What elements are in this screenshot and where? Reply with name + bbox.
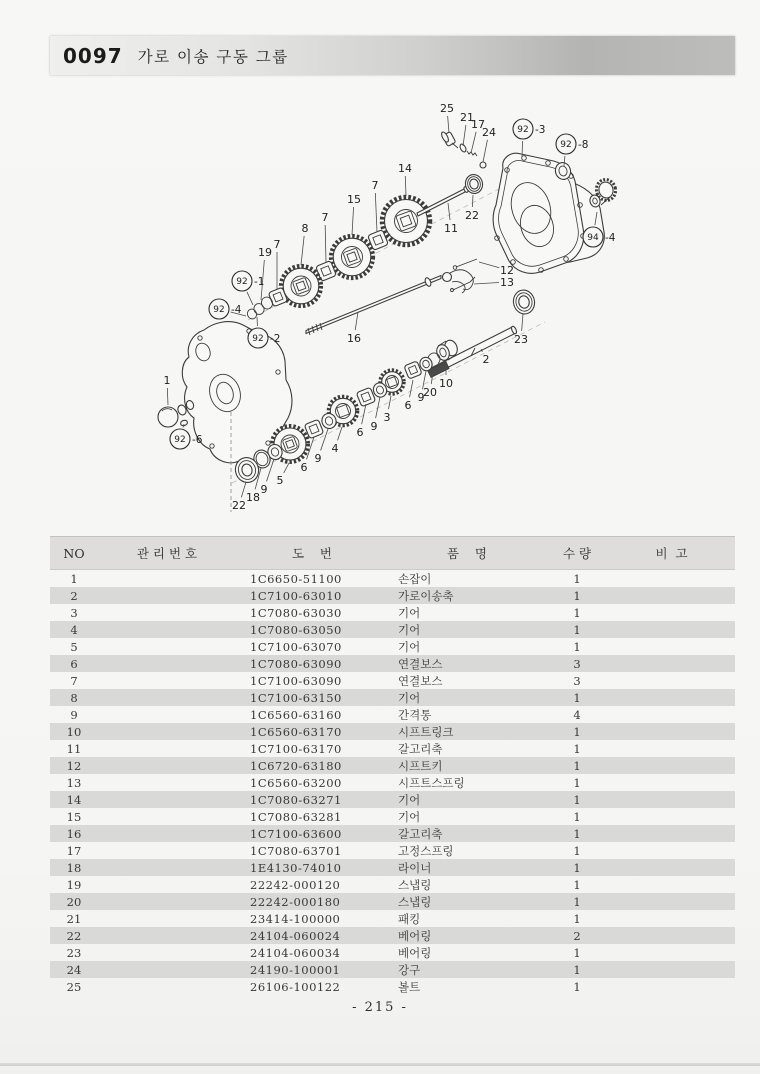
- svg-text:6: 6: [404, 398, 412, 412]
- table-row: 1 1C6650-51100 손잡이 1: [70, 571, 581, 586]
- bolt-25-assembly: [440, 131, 486, 168]
- section-title-bar: [50, 36, 735, 75]
- svg-text:1: 1: [163, 373, 171, 387]
- callout-7: [274, 238, 281, 289]
- col-header-no: NO: [50, 537, 98, 570]
- page-title: 가로 이송 구동 그룹: [137, 47, 289, 66]
- svg-text:-4: -4: [231, 303, 242, 316]
- table-row: 22 24104-060024 베어링 2: [50, 927, 735, 944]
- table-row: 17 1C7080-63701 고정스프링 1: [66, 843, 581, 858]
- left-housing: [182, 322, 292, 512]
- table-row: 25 26106-100122 볼트 1: [66, 979, 581, 994]
- table-row: 11 1C7100-63170 갈고리축 1: [66, 741, 581, 756]
- table-row: 15 1C7080-63281 기어 1: [66, 809, 581, 824]
- svg-text:6: 6: [300, 460, 308, 474]
- svg-text:20: 20: [423, 385, 437, 399]
- table-row: 6 1C7080-63090 연결보스 3: [50, 655, 735, 672]
- svg-text:-6: -6: [192, 433, 203, 446]
- svg-text:9: 9: [314, 451, 322, 465]
- svg-text:3: 3: [383, 410, 391, 424]
- callout-22: [232, 482, 246, 512]
- page-number: - 215 -: [352, 1000, 408, 1015]
- svg-text:4: 4: [331, 441, 339, 455]
- svg-text:14: 14: [398, 161, 412, 175]
- svg-text:6: 6: [356, 425, 364, 439]
- callout-6: [405, 380, 414, 412]
- bearing-23: [511, 288, 537, 316]
- svg-text:-1: -1: [254, 275, 265, 288]
- callout-22: [465, 195, 479, 222]
- svg-text:21: 21: [460, 110, 474, 124]
- callout-16: [347, 312, 361, 345]
- svg-text:19: 19: [258, 245, 272, 259]
- svg-text:2: 2: [482, 352, 490, 366]
- svg-text:9: 9: [417, 390, 425, 404]
- svg-text:92: 92: [236, 277, 248, 288]
- svg-text:13: 13: [500, 275, 514, 289]
- boss-6b: [356, 387, 376, 407]
- callout-4: [332, 427, 343, 455]
- shift-rod-16: [306, 270, 473, 335]
- svg-text:-2: -2: [270, 332, 281, 345]
- table-row: 12 1C6720-63180 시프트키 1: [50, 757, 735, 774]
- callout-92-2: [248, 317, 280, 348]
- svg-text:10: 10: [439, 376, 453, 390]
- section-code: 0097: [63, 43, 123, 68]
- table-row: 7 1C7100-63090 연결보스 3: [70, 673, 581, 688]
- table-header-row: [50, 537, 735, 570]
- svg-text:16: 16: [347, 331, 361, 345]
- svg-text:7: 7: [371, 178, 379, 192]
- callout-1: [164, 374, 171, 405]
- hook-shaft-11: [417, 186, 469, 216]
- table-row: 9 1C6560-63160 간격통 4: [70, 707, 581, 722]
- svg-text:92: 92: [560, 140, 572, 151]
- table-row: 2 1C7100-63010 가로이송축 1: [50, 587, 735, 604]
- callout-92-4: [209, 299, 246, 319]
- svg-text:9: 9: [370, 419, 378, 433]
- callout-7: [322, 211, 329, 263]
- svg-text:15: 15: [347, 192, 361, 206]
- svg-text:17: 17: [471, 117, 485, 131]
- svg-text:94: 94: [587, 233, 599, 244]
- callout-15: [347, 193, 361, 235]
- svg-text:12: 12: [500, 263, 514, 277]
- table-row: 19 22242-000120 스냅링 1: [66, 877, 581, 892]
- svg-text:7: 7: [321, 210, 329, 224]
- table-row: 10 1C6560-63170 시프트링크 1: [50, 723, 735, 740]
- svg-text:23: 23: [514, 332, 528, 346]
- svg-text:92: 92: [517, 125, 529, 136]
- callout-92-1: [232, 271, 264, 305]
- exploded-parts-diagram: [0, 85, 760, 530]
- parts-table: [50, 536, 735, 995]
- callout-12: [479, 262, 514, 277]
- table-row: 23 24104-060034 베어링 1: [66, 945, 581, 960]
- shift-key-12: [453, 259, 477, 269]
- parts-table-body: [50, 570, 735, 996]
- svg-text:9: 9: [260, 482, 268, 496]
- table-row: 16 1C7100-63600 갈고리축 1: [50, 825, 735, 842]
- svg-text:7: 7: [273, 237, 281, 251]
- page-bottom-edge: [0, 1063, 760, 1066]
- svg-text:25: 25: [440, 101, 454, 115]
- svg-text:11: 11: [444, 221, 458, 235]
- callout-14: [398, 162, 412, 196]
- boss-6a: [304, 419, 324, 439]
- col-header-mgmt: 관 리 번 호: [98, 537, 236, 570]
- svg-text:92: 92: [252, 334, 264, 345]
- table-row: 4 1C7080-63050 기어 1: [50, 621, 735, 638]
- svg-text:92: 92: [213, 305, 225, 316]
- table-row: 3 1C7080-63030 기어 1: [70, 605, 581, 620]
- gear-15: [331, 236, 373, 278]
- col-header-name: 품 명: [388, 537, 546, 570]
- hub-gear-94-4: [589, 177, 618, 208]
- table-row: 14 1C7080-63271 기어 1: [50, 791, 735, 808]
- svg-text:24: 24: [482, 125, 496, 139]
- gear-14: [382, 197, 430, 245]
- callout-13: [474, 276, 514, 289]
- svg-text:8: 8: [301, 221, 309, 235]
- callout-2: [481, 349, 490, 366]
- table-row: 24 24190-100001 강구 1: [50, 961, 735, 978]
- col-header-note: 비 고: [608, 537, 735, 570]
- callout-92-8: [556, 134, 588, 166]
- table-row: 20 22242-000180 스냅링 1: [50, 893, 735, 910]
- table-row: 21 23414-100000 패킹 1: [66, 911, 581, 926]
- svg-text:22: 22: [465, 208, 479, 222]
- svg-text:92: 92: [174, 435, 186, 446]
- right-cover: [493, 153, 585, 273]
- table-row: 8 1C7100-63150 기어 1: [50, 689, 735, 706]
- table-row: 5 1C7100-63070 기어 1: [70, 639, 581, 654]
- svg-text:18: 18: [246, 490, 260, 504]
- callout-92-3: [513, 119, 545, 157]
- svg-text:-4: -4: [605, 231, 616, 244]
- callout-8: [301, 222, 309, 265]
- table-row: 13 1C6560-63200 시프트스프링 1: [66, 775, 581, 790]
- table-row: 18 1E4130-74010 라이너 1: [50, 859, 735, 876]
- callout-25: [440, 102, 454, 133]
- callout-5: [277, 463, 290, 487]
- callout-24: [482, 126, 496, 162]
- svg-text:5: 5: [276, 473, 284, 487]
- callout-11: [444, 203, 458, 235]
- callout-7: [372, 179, 379, 232]
- svg-text:22: 22: [232, 498, 246, 512]
- svg-text:-8: -8: [578, 138, 589, 151]
- col-header-dwg: 도 번: [236, 537, 388, 570]
- svg-text:-3: -3: [535, 123, 546, 136]
- callout-3: [384, 396, 392, 424]
- col-header-qty: 수 량: [546, 537, 608, 570]
